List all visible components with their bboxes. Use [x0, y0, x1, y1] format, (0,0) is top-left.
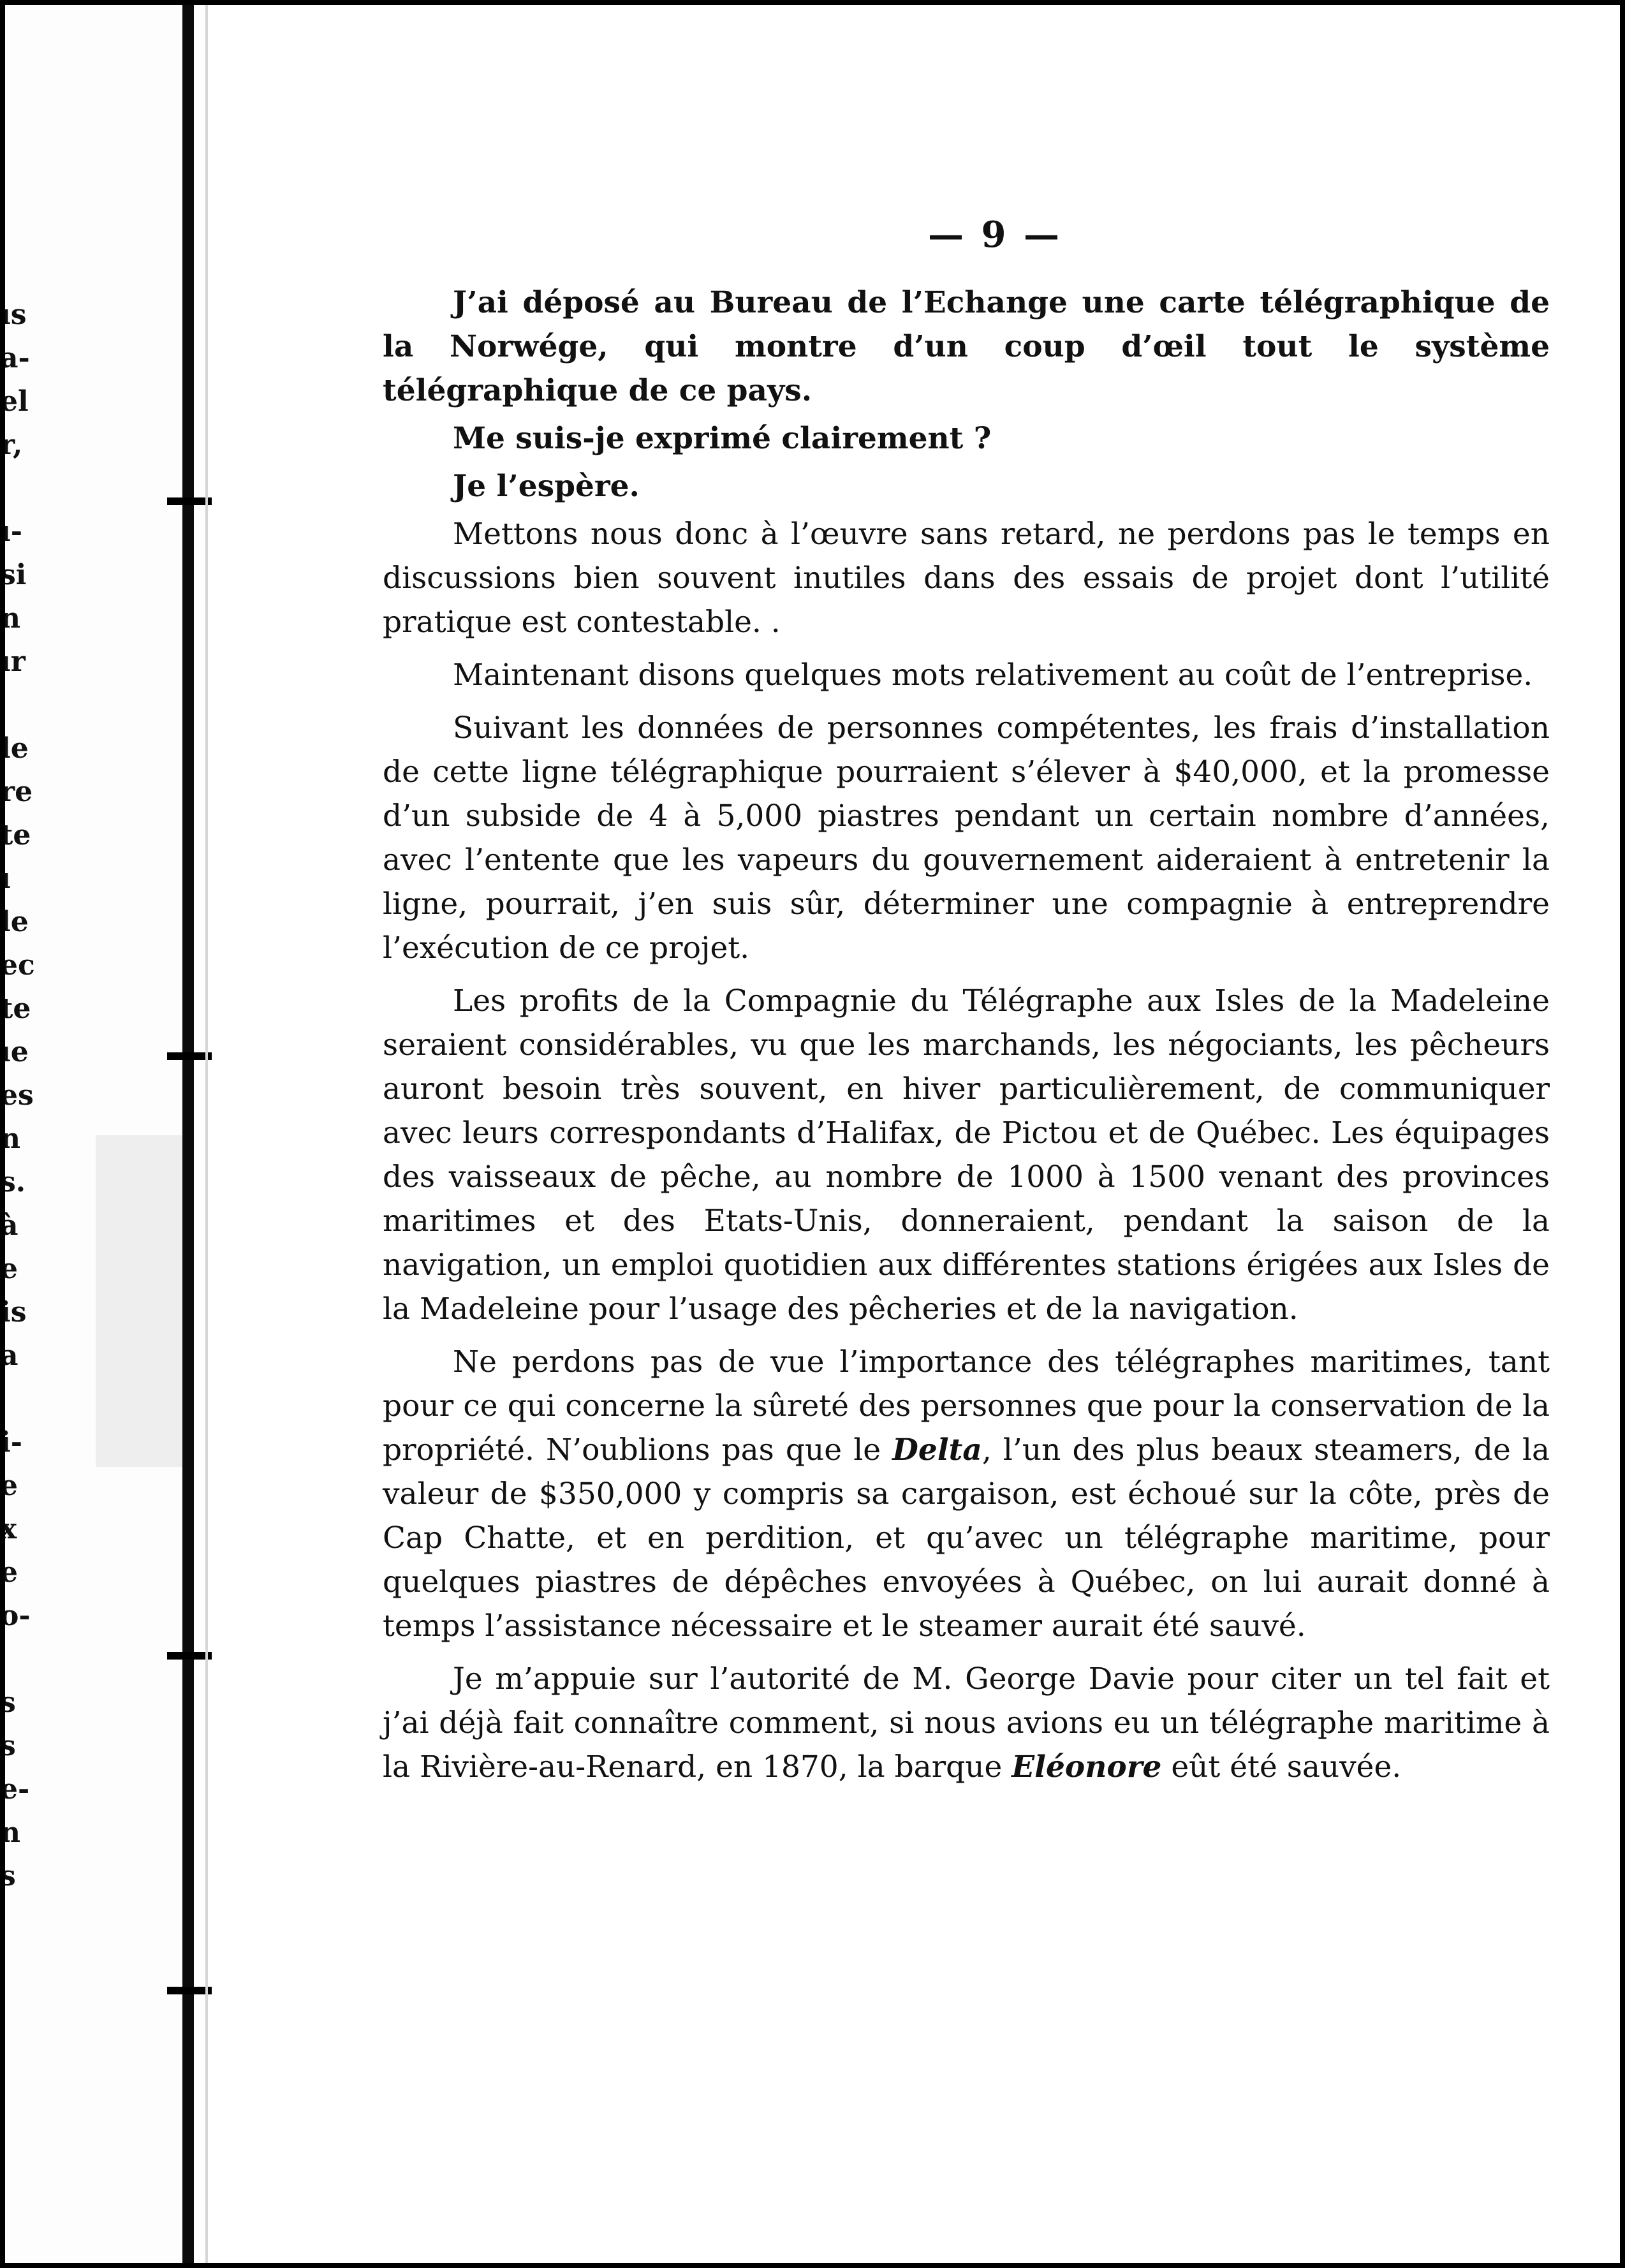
left-fragment-line: s. [0, 1166, 26, 1198]
left-fragment-line: n [0, 1816, 20, 1849]
ship-name-delta: Delta [892, 1432, 982, 1468]
left-fragment-line: le [0, 732, 29, 765]
ship-name-eleonore: Eléonore [1011, 1749, 1162, 1785]
left-fragment-line [0, 1638, 77, 1681]
left-fragment-line: le [0, 906, 29, 938]
left-fragment-line: te [0, 992, 31, 1025]
left-fragment-line: s [0, 1730, 16, 1762]
paragraph-eleonore [383, 1657, 1550, 1789]
left-fragment-line: r, [0, 429, 23, 461]
left-fragment-line: ır [0, 645, 26, 678]
paragraph: Me suis-je exprimé clairement ? [453, 421, 992, 456]
left-fragment-line: ıs [0, 298, 27, 331]
paragraph-text: Ne perdons pas de vue l’importance des télégraphes maritimes, tant pour ce qui concerne la sûreté des personnes que pour la conservation de la propriété. N’oublions pas que le [383, 1344, 1550, 1468]
paragraph: Les profits de la Compagnie du Télégraphe aux Isles de la Madeleine seraient considérables, vu que les marchands, les négociants, les pêcheurs auront besoin très souvent, en hiver particulièrement, de communiquer avec leurs correspondants d’Halifax, de Pictou et de Québec. Les équipages des vaisseaux de pêche, au nombre de 1000 à 1500 venant des provinces maritimes et des Etats-Unis, donneraient, pendant la saison de la navigation, un emploi quotidien aux différentes stations érigées aux Isles de la Madeleine pour l’usage des pêcheries et de la navigation. [383, 983, 1550, 1327]
page-number: — 9 — [928, 214, 1062, 256]
gutter-edge [205, 0, 208, 2268]
paragraph-text: , l’un des plus beaux steamers, de la valeur de $350,000 y compris sa cargaison, est échoué sur la côte, près de Cap Chatte, et en perdition, et qu’avec un télégraphe maritime, pour quelques piastres de dépêches envoyées à Québec, on lui aurait donné à temps l’assistance nécessaire et le steamer aurait été sauvé. [383, 1432, 1550, 1644]
left-fragment-line [0, 1378, 77, 1421]
paragraph-delta [383, 1340, 1550, 1648]
paragraph: Je l’espère. [453, 469, 640, 504]
left-fragment-line: ıe [0, 1036, 29, 1068]
left-fragment-line: ı- [0, 515, 22, 548]
left-fragment-line: ı [0, 862, 11, 895]
left-fragment-line: e- [0, 1773, 30, 1806]
right-page [210, 0, 1620, 2268]
left-fragment-line: is [0, 1296, 27, 1329]
fold-shadow [96, 1135, 185, 1467]
left-page-fragment [0, 0, 185, 2268]
paragraph-text: Je m’appuie sur l’autorité de M. George Davie pour citer un tel fait et j’ai déjà fait connaître comment, si nous avions eu un télégraphe maritime à la Rivière-au-Renard, en 1870, la barque [383, 1661, 1550, 1785]
body-text [383, 281, 1550, 1793]
left-fragment-line: e [0, 1253, 18, 1285]
left-fragment-line: el [0, 385, 29, 418]
left-page-text-fragments [0, 293, 77, 1898]
left-fragment-line [0, 467, 77, 510]
paragraph-text: eût été sauvée. [1161, 1749, 1402, 1785]
left-fragment-line: s [0, 1860, 16, 1892]
paragraph: Maintenant disons quelques mots relativement au coût de l’entreprise. [453, 658, 1533, 693]
left-fragment-line: te [0, 819, 31, 851]
paragraph: Mettons nous donc à l’œuvre sans retard, ne perdons pas le temps en discussions bien souvent inutiles dans des essais de projet dont l’utilité pratique est contestable. . [383, 517, 1550, 640]
left-fragment-line: a [0, 1339, 18, 1372]
left-fragment-line: s [0, 1686, 16, 1719]
paragraph: Suivant les données de personnes compétentes, les frais d’installation de cette ligne télégraphique pourraient s’élever à $40,000, et la promesse d’un subside de 4 à 5,000 piastres pendant un certain nombre d’années, avec l’entente que les vapeurs du gouvernement aideraient à entretenir la ligne, pourrait, j’en suis sûr, déterminer une compagnie à entreprendre l’exécution de ce projet. [383, 711, 1550, 966]
left-fragment-line: a- [0, 342, 30, 374]
left-fragment-line: à [0, 1209, 18, 1242]
left-fragment-line: o- [0, 1600, 31, 1632]
paragraph: J’ai déposé au Bureau de l’Echange une carte télégraphique de la Norwége, qui montre d’un coup d’œil tout le système télégraphique de ce pays. [383, 285, 1550, 408]
left-fragment-line: re [0, 776, 33, 808]
book-gutter [182, 0, 194, 2268]
left-fragment-line: x [0, 1513, 17, 1545]
left-fragment-line: i- [0, 1426, 22, 1459]
left-fragment-line: n [0, 602, 20, 635]
left-fragment-line: n [0, 1123, 20, 1155]
left-fragment-line: si [0, 559, 27, 591]
left-fragment-line: e [0, 1469, 18, 1502]
left-fragment-line: ec [0, 949, 35, 982]
left-fragment-line [0, 684, 77, 727]
left-fragment-line: es [0, 1079, 34, 1112]
left-fragment-line: e [0, 1556, 18, 1589]
